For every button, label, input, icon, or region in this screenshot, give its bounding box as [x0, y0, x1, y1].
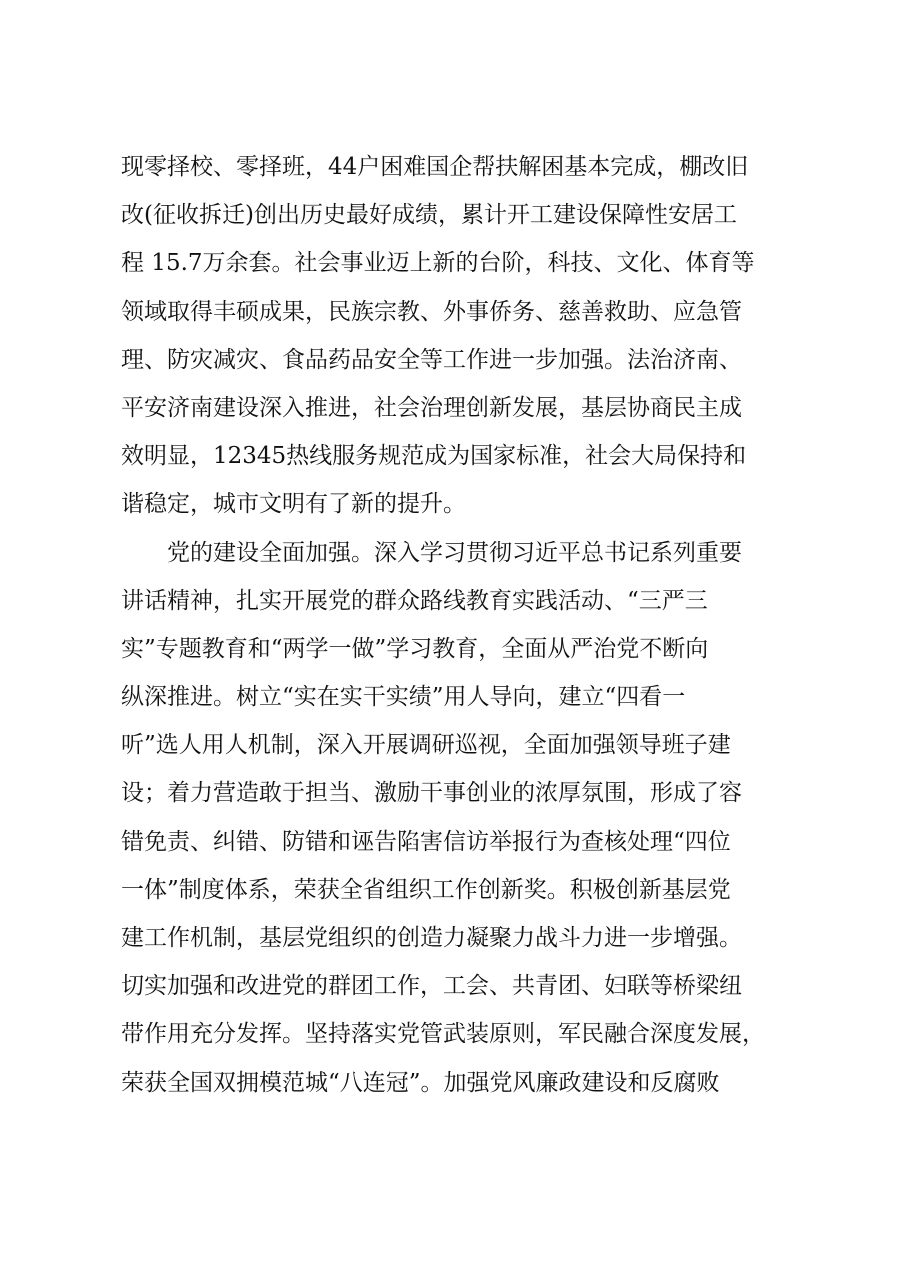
text-line: 一体”制度体系，荣获全省组织工作创新奖。积极创新基层党 [121, 876, 731, 903]
text-line: 领域取得丰硕成果，民族宗教、外事侨务、慈善救助、应急管 [121, 298, 742, 325]
paragraph-2 [121, 529, 801, 1107]
body-text [121, 143, 801, 1107]
text-line: 听”选人用人机制，深入开展调研巡视，全面加强领导班子建 [121, 732, 731, 759]
text-line: 平安济南建设深入推进，社会治理创新发展，基层协商民主成 [121, 394, 742, 421]
text-line: 理、防灾减灾、食品药品安全等工作进一步加强。法治济南、 [121, 346, 742, 373]
text-line: 实”专题教育和“两学一做”学习教育，全面从严治党不断向 [121, 635, 709, 662]
text-line: 建工作机制，基层党组织的创造力凝聚力战斗力进一步增强。 [121, 925, 742, 951]
text-line: 讲话精神，扎实开展党的群众路线教育实践活动、“三严三 [121, 587, 708, 614]
text-line: 改(征收拆迁)创出历史最好成绩，累计开工建设保障性安居工 [121, 202, 737, 229]
text-line: 党的建设全面加强。深入学习贯彻习近平总书记系列重要 [121, 539, 742, 566]
text-line: 效明显，12345热线服务规范成为国家标准，社会大局保持和 [121, 443, 747, 470]
text-line: 带作用充分发挥。坚持落实党管武装原则，军民融合深度发展， [121, 1021, 765, 1048]
text-line: 荣获全国双拥模范城“八连冠”。加强党风廉政建设和反腐败 [121, 1069, 720, 1096]
text-line: 谐稳定，城市文明有了新的提升。 [121, 491, 466, 518]
text-line: 纵深推进。树立“实在实干实绩”用人导向，建立“四看一 [121, 684, 686, 711]
text-line: 程 15.7万余套。社会事业迈上新的台阶，科技、文化、体育等 [121, 250, 755, 277]
text-line: 设；着力营造敢于担当、激励干事创业的浓厚氛围，形成了容 [121, 780, 742, 807]
text-line: 现零择校、零择班，44户困难国企帮扶解困基本完成，棚改旧 [121, 154, 749, 180]
paragraph-1 [121, 143, 801, 529]
text-line: 切实加强和改进党的群团工作，工会、共青团、妇联等桥梁纽 [121, 973, 742, 1000]
text-line: 错免责、纠错、防错和诬告陷害信访举报行为查核处理“四位 [121, 828, 731, 855]
